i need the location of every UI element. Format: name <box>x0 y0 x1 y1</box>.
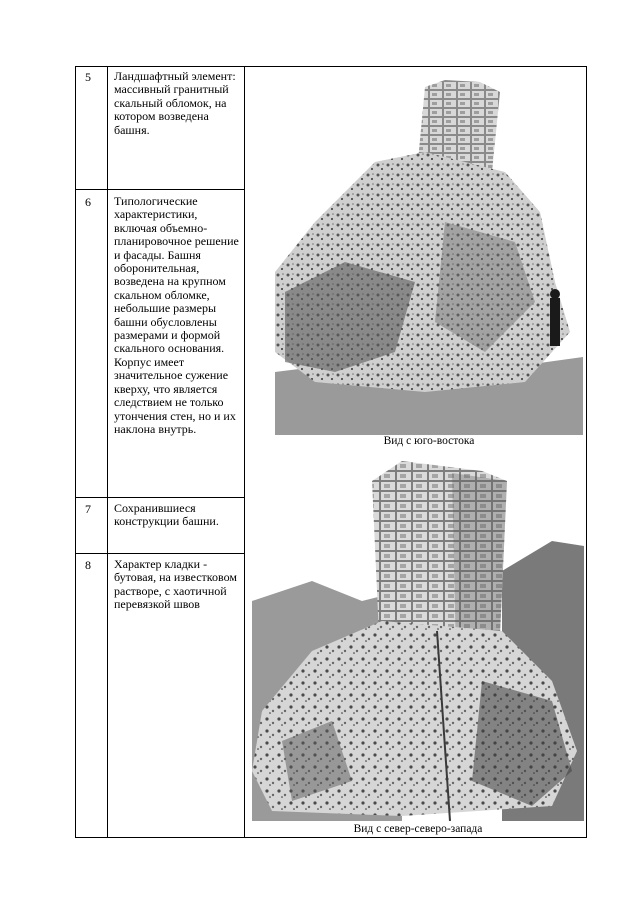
row-text-typology: Типологические характеристики, включая объемно-планировочное решение и фасады. Башня оборонительная, возведена на крупном скальном обломке, небольшие размеры башни обусловлены размерами и формой скального основания. Корпус имеет значительное сужение кверху, что является следствием не только утончения стен, но и их наклона внутрь. <box>114 194 239 436</box>
row-number-6: 6 <box>85 195 91 209</box>
row-text-landscape: Ландшафтный элемент: массивный гранитный скальный обломок, на котором возведена башня. <box>114 69 236 137</box>
row-number-7: 7 <box>85 502 91 516</box>
row-number-5: 5 <box>85 70 91 84</box>
row-number-8: 8 <box>85 558 91 572</box>
row-text-structures: Сохранившиеся конструкции башни. <box>114 501 219 529</box>
row-divider <box>76 553 244 554</box>
tower-photo-southeast <box>275 72 583 435</box>
column-divider-photo <box>244 67 245 837</box>
row-divider <box>76 497 244 498</box>
column-divider-number <box>107 67 108 837</box>
caption-north-northwest: Вид с север-северо-запада <box>353 823 483 835</box>
monument-description-table <box>75 66 587 838</box>
row-divider <box>76 189 244 190</box>
caption-southeast: Вид с юго-востока <box>383 435 475 447</box>
tower-photo-north-northwest <box>252 451 584 821</box>
row-text-masonry: Характер кладки - бутовая, на известковом растворе, с хаотичной перевязкой швов <box>114 557 237 612</box>
